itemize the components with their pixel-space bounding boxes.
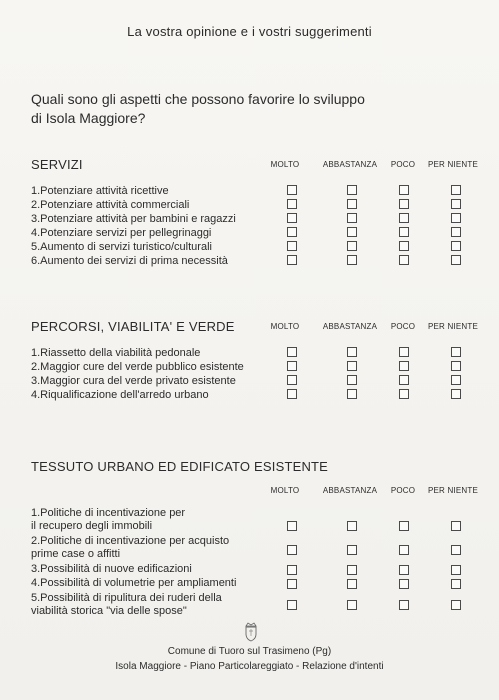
checkbox-poco[interactable] <box>399 227 409 237</box>
checkbox-molto[interactable] <box>287 255 297 265</box>
footer-line-1: Comune di Tuoro sul Trasimeno (Pg) <box>167 646 332 657</box>
column-header-poco: POCO <box>390 322 416 331</box>
checkbox-per-niente[interactable] <box>451 199 461 209</box>
checkbox-abbastanza[interactable] <box>347 545 357 555</box>
section-percorsi <box>31 319 481 409</box>
item-label: 3.Possibilità di nuove edificazioni <box>31 563 192 575</box>
checkbox-abbastanza[interactable] <box>347 565 357 575</box>
checkbox-abbastanza[interactable] <box>347 389 357 399</box>
column-header-molto: MOLTO <box>270 322 300 331</box>
checkbox-poco[interactable] <box>399 545 409 555</box>
checkbox-molto[interactable] <box>287 521 297 531</box>
item-label: 5.Possibilità di ripulitura dei ruderi della viabilità storica "via delle spose" <box>31 592 222 617</box>
column-header-poco: POCO <box>390 160 416 169</box>
item-label: 3.Maggior cura del verde privato esistente <box>31 375 236 387</box>
checkbox-poco[interactable] <box>399 347 409 357</box>
footer-line-2: Isola Maggiore - Piano Particolareggiato - Relazione d'intenti <box>115 661 384 672</box>
checkbox-per-niente[interactable] <box>451 227 461 237</box>
item-label: 6.Aumento dei servizi di prima necessità <box>31 255 228 267</box>
checkbox-abbastanza[interactable] <box>347 361 357 371</box>
item-label: 1.Politiche di incentivazione per il recupero degli immobili <box>31 507 186 532</box>
item-label: 1.Potenziare attività ricettive <box>31 185 169 197</box>
checkbox-poco[interactable] <box>399 375 409 385</box>
checkbox-abbastanza[interactable] <box>347 375 357 385</box>
checkbox-abbastanza[interactable] <box>347 347 357 357</box>
checkbox-molto[interactable] <box>287 199 297 209</box>
checkbox-per-niente[interactable] <box>451 389 461 399</box>
item-label: 2.Potenziare attività commerciali <box>31 199 190 211</box>
checkbox-molto[interactable] <box>287 375 297 385</box>
checkbox-poco[interactable] <box>399 579 409 589</box>
checkbox-abbastanza[interactable] <box>347 227 357 237</box>
municipal-crest-icon <box>244 622 258 642</box>
column-header-per-niente: PER NIENTE <box>427 160 478 169</box>
checkbox-abbastanza[interactable] <box>347 600 357 610</box>
checkbox-molto[interactable] <box>287 241 297 251</box>
column-header-poco: POCO <box>390 486 416 495</box>
column-header-molto: MOLTO <box>270 160 300 169</box>
column-header-abbastanza: ABBASTANZA <box>322 160 378 169</box>
checkbox-poco[interactable] <box>399 241 409 251</box>
checkbox-per-niente[interactable] <box>451 375 461 385</box>
section-title: SERVIZI <box>31 157 83 172</box>
section-title: TESSUTO URBANO ED EDIFICATO ESISTENTE <box>31 459 329 474</box>
checkbox-poco[interactable] <box>399 361 409 371</box>
column-header-per-niente: PER NIENTE <box>427 322 478 331</box>
section-servizi <box>31 157 481 277</box>
column-header-abbastanza: ABBASTANZA <box>322 322 378 331</box>
item-label: 4.Potenziare servizi per pellegrinaggi <box>31 227 212 239</box>
checkbox-molto[interactable] <box>287 361 297 371</box>
checkbox-molto[interactable] <box>287 565 297 575</box>
column-header-molto: MOLTO <box>270 486 300 495</box>
item-label: 3.Potenziare attività per bambini e ragazzi <box>31 213 236 225</box>
section-title: PERCORSI, VIABILITA' E VERDE <box>31 319 235 334</box>
checkbox-abbastanza[interactable] <box>347 241 357 251</box>
checkbox-poco[interactable] <box>399 565 409 575</box>
item-label: 4.Possibilità di volumetrie per ampliamenti <box>31 577 237 589</box>
item-label: 2.Politiche di incentivazione per acquisto prime case o affitti <box>31 535 230 560</box>
checkbox-abbastanza[interactable] <box>347 185 357 195</box>
column-header-abbastanza: ABBASTANZA <box>322 486 378 495</box>
checkbox-abbastanza[interactable] <box>347 255 357 265</box>
checkbox-poco[interactable] <box>399 600 409 610</box>
checkbox-poco[interactable] <box>399 199 409 209</box>
checkbox-abbastanza[interactable] <box>347 199 357 209</box>
checkbox-per-niente[interactable] <box>451 347 461 357</box>
checkbox-poco[interactable] <box>399 389 409 399</box>
column-header-per-niente: PER NIENTE <box>427 486 478 495</box>
checkbox-per-niente[interactable] <box>451 521 461 531</box>
checkbox-poco[interactable] <box>399 255 409 265</box>
checkbox-molto[interactable] <box>287 185 297 195</box>
checkbox-poco[interactable] <box>399 185 409 195</box>
checkbox-per-niente[interactable] <box>451 361 461 371</box>
checkbox-molto[interactable] <box>287 347 297 357</box>
checkbox-molto[interactable] <box>287 600 297 610</box>
item-label: 1.Riassetto della viabilità pedonale <box>31 347 201 359</box>
checkbox-abbastanza[interactable] <box>347 579 357 589</box>
section-tessuto <box>31 459 481 619</box>
checkbox-molto[interactable] <box>287 389 297 399</box>
survey-question: Quali sono gli aspetti che possono favorire lo sviluppo di Isola Maggiore? <box>31 91 365 126</box>
checkbox-molto[interactable] <box>287 213 297 223</box>
item-label: 4.Riqualificazione dell'arredo urbano <box>31 389 209 401</box>
checkbox-poco[interactable] <box>399 213 409 223</box>
checkbox-per-niente[interactable] <box>451 565 461 575</box>
checkbox-molto[interactable] <box>287 545 297 555</box>
checkbox-molto[interactable] <box>287 227 297 237</box>
checkbox-per-niente[interactable] <box>451 241 461 251</box>
checkbox-per-niente[interactable] <box>451 185 461 195</box>
page-title: La vostra opinione e i vostri suggerimenti <box>127 24 372 39</box>
checkbox-per-niente[interactable] <box>451 579 461 589</box>
checkbox-per-niente[interactable] <box>451 213 461 223</box>
checkbox-molto[interactable] <box>287 579 297 589</box>
checkbox-abbastanza[interactable] <box>347 213 357 223</box>
checkbox-abbastanza[interactable] <box>347 521 357 531</box>
checkbox-per-niente[interactable] <box>451 600 461 610</box>
item-label: 5.Aumento di servizi turistico/culturali <box>31 241 212 253</box>
checkbox-per-niente[interactable] <box>451 545 461 555</box>
checkbox-per-niente[interactable] <box>451 255 461 265</box>
item-label: 2.Maggior cure del verde pubblico esistente <box>31 361 244 373</box>
checkbox-poco[interactable] <box>399 521 409 531</box>
